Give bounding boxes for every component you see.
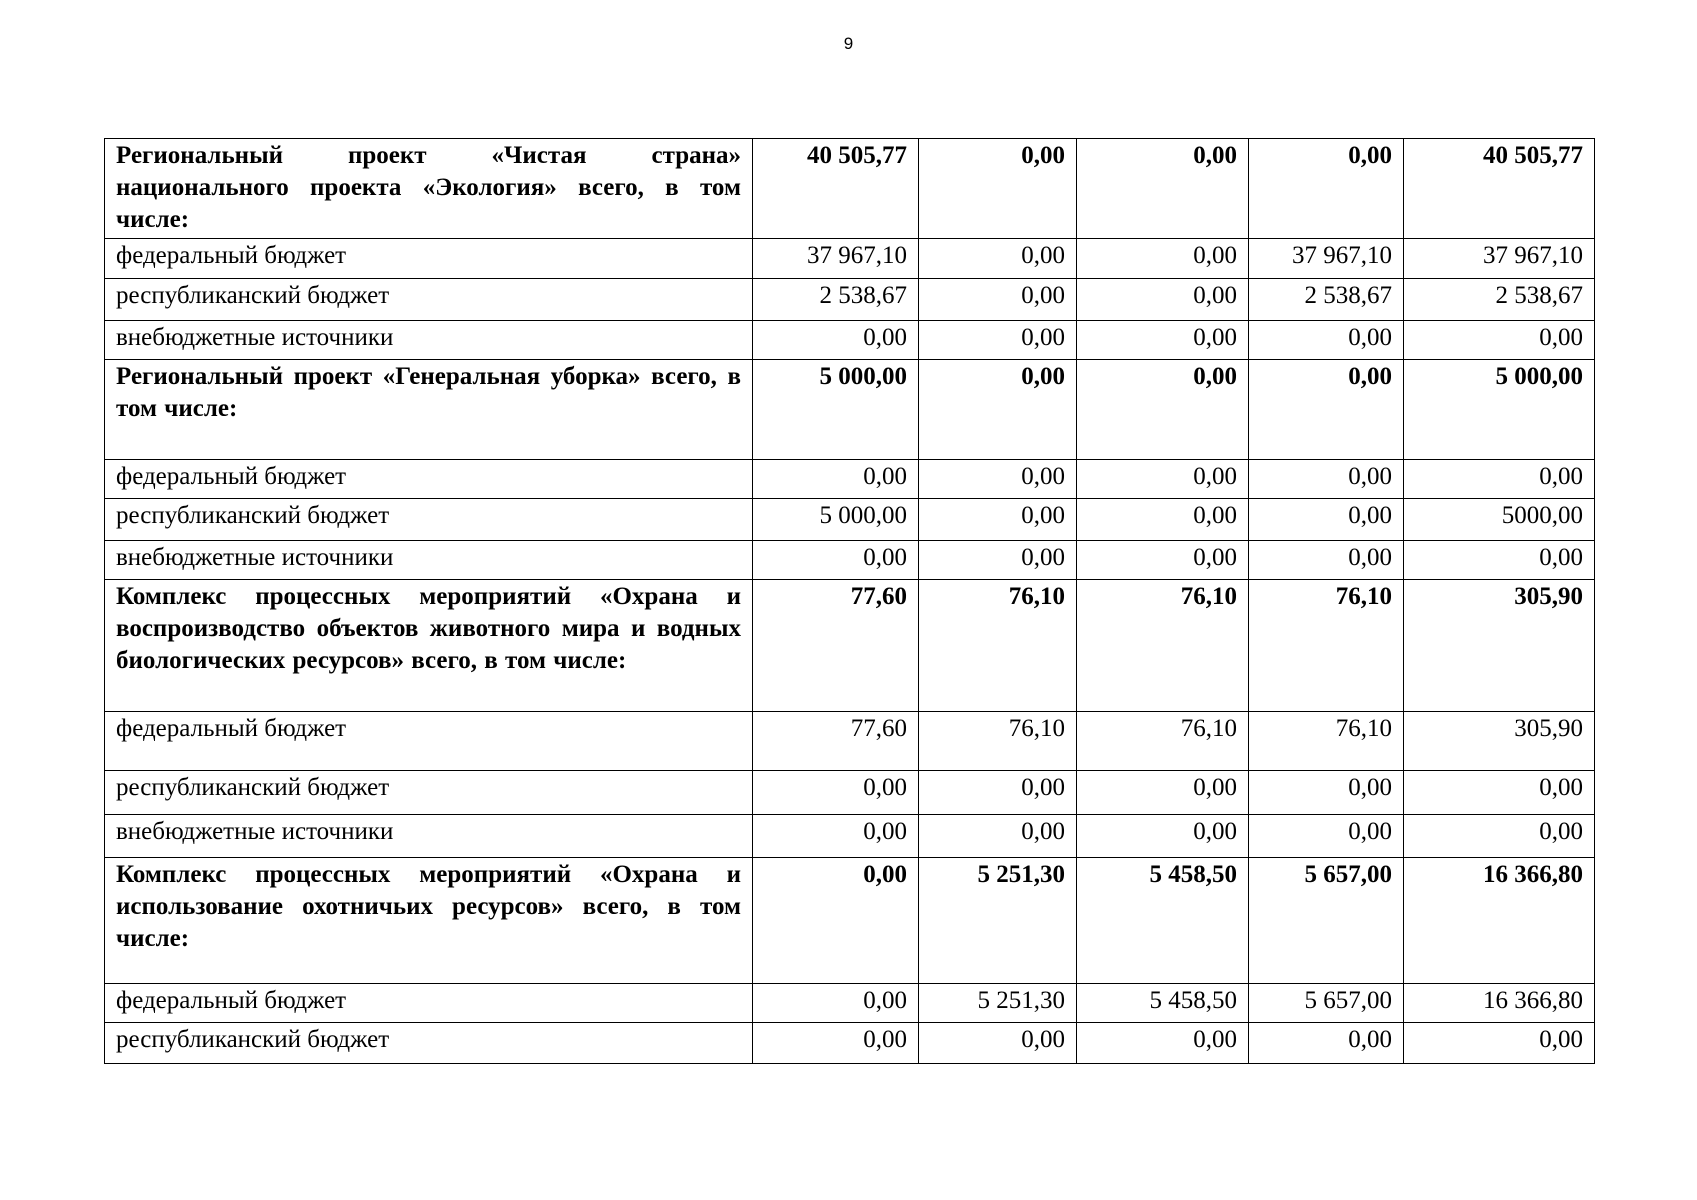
value-cell: 76,10 (919, 712, 1077, 771)
table-row (105, 771, 1595, 815)
table-row (105, 499, 1595, 541)
value-cell: 0,00 (1077, 360, 1249, 460)
table-row-chistaya-strana (105, 139, 1595, 239)
table-row (105, 239, 1595, 279)
value-cell: 0,00 (1077, 460, 1249, 499)
row-label: республиканский бюджет (105, 499, 753, 541)
value-cell: 0,00 (1077, 321, 1249, 360)
value-cell: 76,10 (919, 580, 1077, 712)
value-cell: 2 538,67 (1249, 279, 1404, 321)
table-row-ohotnichi-resursy (105, 858, 1595, 984)
row-label: внебюджетные источники (105, 815, 753, 858)
value-cell: 0,00 (919, 460, 1077, 499)
value-cell: 0,00 (753, 321, 919, 360)
value-cell: 40 505,77 (1404, 139, 1595, 239)
value-cell: 76,10 (1077, 712, 1249, 771)
value-cell: 0,00 (753, 771, 919, 815)
value-cell: 5 458,50 (1077, 858, 1249, 984)
row-label: Региональный проект «Генеральная уборка» всего, в том числе: (105, 360, 753, 460)
value-cell: 5 657,00 (1249, 858, 1404, 984)
value-cell: 5000,00 (1404, 499, 1595, 541)
row-label: республиканский бюджет (105, 1023, 753, 1064)
value-cell: 0,00 (919, 321, 1077, 360)
row-label: внебюджетные источники (105, 541, 753, 580)
value-cell: 0,00 (1077, 499, 1249, 541)
value-cell: 0,00 (1404, 771, 1595, 815)
value-cell: 0,00 (1404, 541, 1595, 580)
table-row (105, 321, 1595, 360)
table-row (105, 541, 1595, 580)
value-cell: 0,00 (1249, 541, 1404, 580)
table-row-generalnaya-uborka (105, 360, 1595, 460)
value-cell: 0,00 (1404, 1023, 1595, 1064)
value-cell: 0,00 (919, 139, 1077, 239)
value-cell: 5 000,00 (753, 360, 919, 460)
value-cell: 0,00 (1077, 139, 1249, 239)
row-label: Комплекс процессных мероприятий «Охрана и воспроизводство объектов животного мира и водных биологических ресурсов» всего, в том числе: (105, 580, 753, 712)
value-cell: 305,90 (1404, 580, 1595, 712)
value-cell: 0,00 (919, 239, 1077, 279)
value-cell: 2 538,67 (1404, 279, 1595, 321)
value-cell: 5 657,00 (1249, 984, 1404, 1023)
value-cell: 305,90 (1404, 712, 1595, 771)
value-cell: 0,00 (1077, 239, 1249, 279)
row-label: Региональный проект «Чистая страна» национального проекта «Экология» всего, в том числе: (105, 139, 753, 239)
value-cell: 0,00 (919, 1023, 1077, 1064)
value-cell: 76,10 (1249, 712, 1404, 771)
row-label: республиканский бюджет (105, 279, 753, 321)
value-cell: 0,00 (1077, 541, 1249, 580)
value-cell: 0,00 (1249, 499, 1404, 541)
value-cell: 5 000,00 (1404, 360, 1595, 460)
value-cell: 0,00 (753, 815, 919, 858)
table-row (105, 1023, 1595, 1064)
value-cell: 0,00 (753, 460, 919, 499)
table-row (105, 279, 1595, 321)
row-label: Комплекс процессных мероприятий «Охрана и использование охотничьих ресурсов» всего, в том числе: (105, 858, 753, 984)
value-cell: 0,00 (1077, 279, 1249, 321)
value-cell: 0,00 (1404, 321, 1595, 360)
value-cell: 0,00 (1249, 321, 1404, 360)
value-cell: 0,00 (919, 815, 1077, 858)
value-cell: 0,00 (1249, 1023, 1404, 1064)
value-cell: 0,00 (1249, 815, 1404, 858)
value-cell: 0,00 (1077, 815, 1249, 858)
value-cell: 0,00 (753, 541, 919, 580)
row-label: внебюджетные источники (105, 321, 753, 360)
value-cell: 5 000,00 (753, 499, 919, 541)
table-row (105, 984, 1595, 1023)
budget-table (104, 138, 1595, 1064)
value-cell: 0,00 (1404, 815, 1595, 858)
value-cell: 16 366,80 (1404, 984, 1595, 1023)
value-cell: 0,00 (1077, 771, 1249, 815)
value-cell: 0,00 (753, 858, 919, 984)
row-label: федеральный бюджет (105, 984, 753, 1023)
table-row (105, 815, 1595, 858)
value-cell: 77,60 (753, 712, 919, 771)
value-cell: 37 967,10 (753, 239, 919, 279)
value-cell: 37 967,10 (1404, 239, 1595, 279)
value-cell: 0,00 (753, 1023, 919, 1064)
value-cell: 0,00 (919, 541, 1077, 580)
value-cell: 37 967,10 (1249, 239, 1404, 279)
page-number: 9 (843, 34, 854, 53)
value-cell: 0,00 (919, 279, 1077, 321)
value-cell: 2 538,67 (753, 279, 919, 321)
value-cell: 16 366,80 (1404, 858, 1595, 984)
row-label: федеральный бюджет (105, 712, 753, 771)
table-row (105, 712, 1595, 771)
value-cell: 40 505,77 (753, 139, 919, 239)
value-cell: 5 458,50 (1077, 984, 1249, 1023)
row-label: федеральный бюджет (105, 239, 753, 279)
value-cell: 0,00 (919, 360, 1077, 460)
table-row (105, 460, 1595, 499)
row-label: республиканский бюджет (105, 771, 753, 815)
value-cell: 0,00 (919, 499, 1077, 541)
value-cell: 0,00 (753, 984, 919, 1023)
value-cell: 5 251,30 (919, 858, 1077, 984)
value-cell: 0,00 (919, 771, 1077, 815)
table-row-ohrana-zhivotnogo-mira (105, 580, 1595, 712)
value-cell: 0,00 (1404, 460, 1595, 499)
value-cell: 0,00 (1249, 360, 1404, 460)
value-cell: 0,00 (1077, 1023, 1249, 1064)
row-label: федеральный бюджет (105, 460, 753, 499)
value-cell: 77,60 (753, 580, 919, 712)
value-cell: 0,00 (1249, 139, 1404, 239)
value-cell: 0,00 (1249, 771, 1404, 815)
value-cell: 0,00 (1249, 460, 1404, 499)
value-cell: 5 251,30 (919, 984, 1077, 1023)
value-cell: 76,10 (1249, 580, 1404, 712)
value-cell: 76,10 (1077, 580, 1249, 712)
